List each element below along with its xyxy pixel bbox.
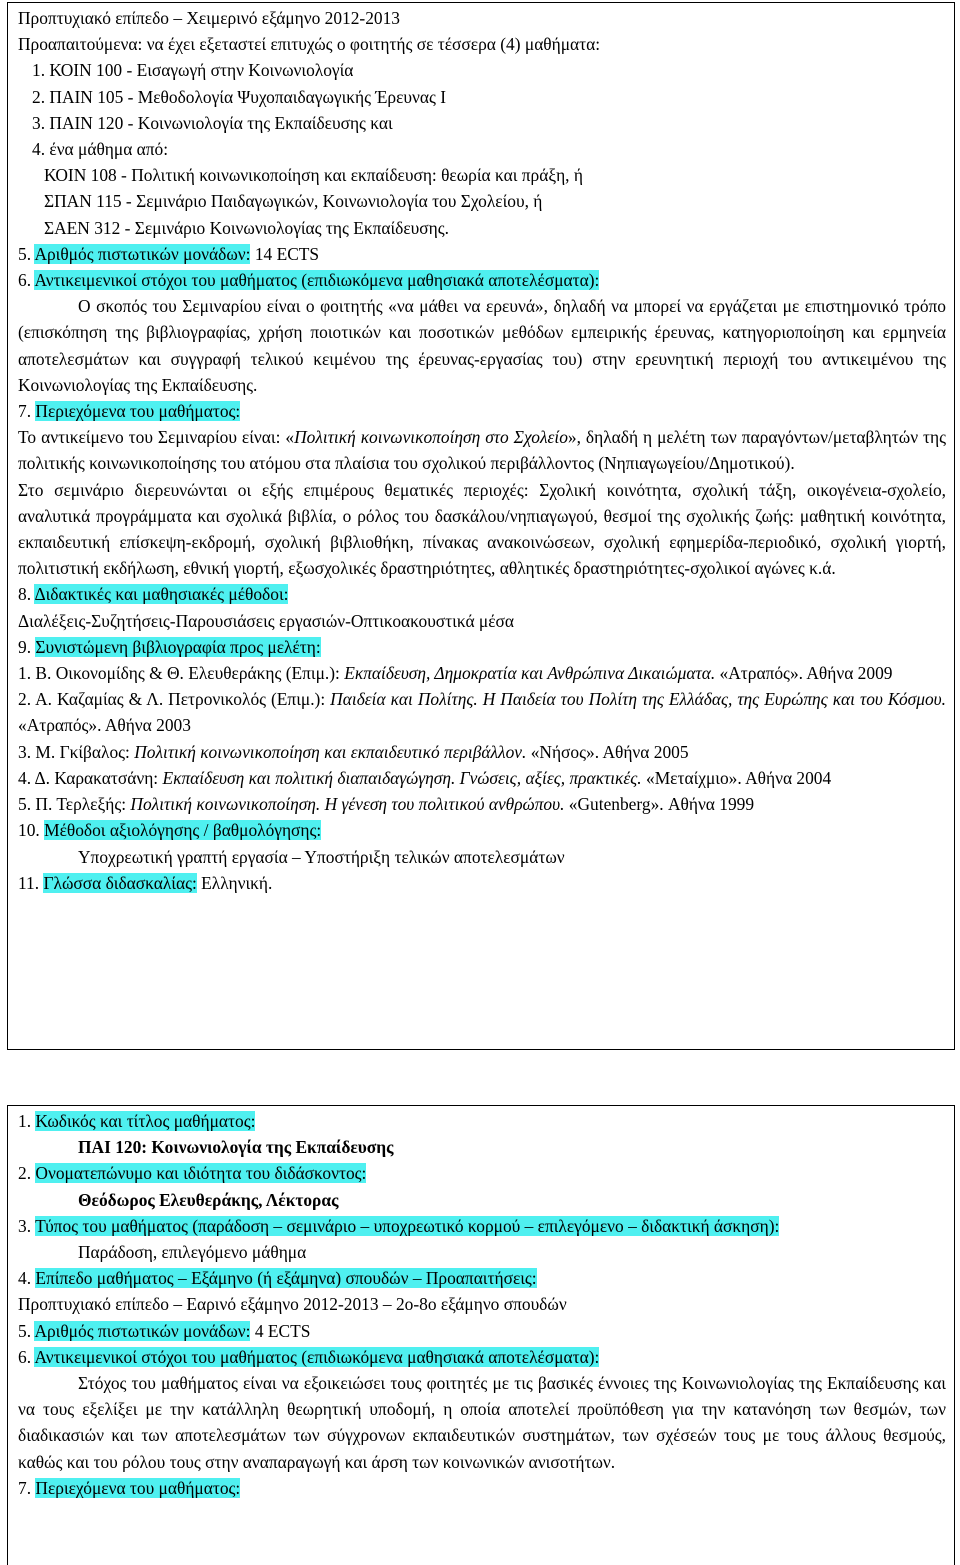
section-number: 2.: [18, 1163, 32, 1184]
prereq-item: 3. ΠΑΙΝ 120 - Κοινωνιολογία της Εκπαίδευσης και: [32, 112, 393, 133]
section-course-level: [18, 1265, 946, 1291]
section-label-highlight: Αντικειμενικοί στόχοι του μαθήματος (επιδιωκόμενα μαθησιακά αποτελέσματα):: [34, 1346, 600, 1367]
prereq-item: 1. ΚΟΙΝ 100 - Εισαγωγή στην Κοινωνιολογία: [32, 60, 354, 81]
section-label-highlight: Αριθμός πιστωτικών μονάδων:: [34, 1320, 251, 1341]
section-bibliography: [18, 634, 946, 660]
prerequisites-heading: Προαπαιτούμενα: να έχει εξεταστεί επιτυχώς ο φοιτητής σε τέσσερα (4) μαθήματα:: [18, 34, 601, 55]
section-label-highlight: Αντικειμενικοί στόχοι του μαθήματος (επιδιωκόμενα μαθησιακά αποτελέσματα):: [34, 270, 600, 291]
ects-value: 14 ECTS: [254, 243, 320, 264]
section-number: 4.: [18, 1268, 32, 1289]
section-label-highlight: Τύπος του μαθήματος (παράδοση – σεμινάριο – υποχρεωτικό κορμού – επιλεγόμενο – διδακτική άσκηση):: [35, 1215, 780, 1236]
section-contents: [18, 398, 946, 424]
language-value: Ελληνική.: [201, 872, 273, 893]
section-label-highlight: Μέθοδοι αξιολόγησης / βαθμολόγησης:: [44, 820, 322, 841]
section-course-title: [18, 1108, 946, 1134]
section-number: 9.: [18, 636, 32, 657]
prereq-item: 4. ένα μάθημα από:: [32, 139, 169, 160]
section-assessment: [18, 817, 946, 843]
prereq-item: 2. ΠΑΙΝ 105 - Μεθοδολογία Ψυχοπαιδαγωγικής Έρευνας Ι: [32, 86, 447, 107]
section-number: 6.: [18, 1346, 32, 1367]
objectives-text: Ο σκοπός του Σεμιναρίου είναι ο φοιτητής «να μάθει να ερευνά», δηλαδή να μπορεί να εργάζεται με επιστημονικό τρόπο (επισκόπηση της βιβλιογραφίας, χρήση ποιοτικών και ποσοτικών μεθόδων εμπειρικής έρευνας, κατηγοριοποίηση και ερμηνεία αποτελεσμάτων και συγγραφή τελικού κειμένου της έρευνας-εργασίας του) στην ερευνητική περιοχή του αντικειμένου της Κοινωνιολογίας της Εκπαίδευσης.: [18, 296, 946, 395]
prereq-subitem: ΣΠΑΝ 115 - Σεμινάριο Παιδαγωγικών, Κοινωνιολογία του Σχολείου, ή: [44, 191, 543, 212]
course-level: Προπτυχιακό επίπεδο – Χειμερινό εξάμηνο 2012-2013: [18, 8, 400, 28]
seminar-topic-italic: Πολιτική κοινωνικοποίηση στο Σχολείο: [294, 427, 568, 448]
objectives-text: Στόχος του μαθήματος είναι να εξοικειώσει τους φοιτητές με τις βασικές έννοιες της Κοινωνιολογίας της Εκπαίδευσης και να τους εξελίξει με την κατάλληλη θεωρητική υποδομή, η οποία αποτελεί προϋπόθεση για την κατανόηση των θεσμών, των διαδικασιών και των αποτελεσμάτων των σύγχρονων εκπαιδευτικών συστημάτων, των σχέσεών τους με τους άλλους θεσμούς, καθώς και του ρόλου τους στην αναπαραγωγή και άρση των κοινωνικών ανισοτήτων.: [18, 1373, 946, 1472]
section-label-highlight: Διδακτικές και μαθησιακές μέθοδοι:: [34, 584, 289, 605]
assessment-text: Υποχρεωτική γραπτή εργασία – Υποστήριξη τελικών αποτελεσμάτων: [78, 846, 565, 867]
section-label-highlight: Συνιστώμενη βιβλιογραφία προς μελέτη:: [35, 636, 321, 657]
section-label-highlight: Κωδικός και τίτλος μαθήματος:: [35, 1111, 256, 1131]
section-label-highlight: Περιεχόμενα του μαθήματος:: [35, 1477, 241, 1498]
bibliography-item: 3. Μ. Γκίβαλος: Πολιτική κοινωνικοποίηση και εκπαιδευτικό περιβάλλον. «Νήσος». Αθήνα 2005: [18, 741, 689, 762]
section-number: 6.: [18, 270, 32, 291]
section-label-highlight: Αριθμός πιστωτικών μονάδων:: [34, 243, 251, 264]
section-number: 3.: [18, 1215, 32, 1236]
contents-paragraph: Στο σεμινάριο διερευνώνται οι εξής επιμέρους θεματικές περιοχές: Σχολική κοινότητα, σχολική τάξη, οικογένεια-σχολείο, αναλυτικά προγράμματα και σχολικά βιβλία, ο ρόλος του δασκάλου/νηπιαγωγού, θεσμοί της σχολικής ζωής: μαθητική κοινότητα, εκπαιδευτική επίσκεψη-εκδρομή, σχολική βιβλιοθήκη, πίνακας ανακοινώσεων, σχολική εφημερίδα-περιοδικό, σχολική γιορτή, πολιτιστική εκδήλωση, εθνική γιορτή, εξωσχολικές δραστηριότητες, αθλητικές δραστηριότητες-σχολικοί αγώνες κ.ά.: [18, 479, 946, 579]
section-number: 7.: [18, 1477, 32, 1498]
instructor-name: Θεόδωρος Ελευθεράκης, Λέκτορας: [78, 1189, 339, 1210]
section-number: 5.: [18, 243, 32, 264]
section-contents: [18, 1475, 946, 1501]
course-box-pai120: [7, 1105, 955, 1565]
section-number: 1.: [18, 1111, 32, 1131]
course-title: ΠΑΙ 120: Κοινωνιολογία της Εκπαίδευσης: [78, 1137, 394, 1158]
course-type-value: Παράδοση, επιλεγόμενο μάθημα: [78, 1242, 307, 1263]
section-number: 10.: [18, 820, 40, 841]
section-number: 5.: [18, 1320, 32, 1341]
section-label-highlight: Γλώσσα διδασκαλίας:: [43, 872, 197, 893]
course-level-value: Προπτυχιακό επίπεδο – Εαρινό εξάμηνο 2012-2013 – 2ο-8ο εξάμηνο σπουδών: [18, 1294, 567, 1315]
section-language: [18, 870, 946, 896]
section-label-highlight: Περιεχόμενα του μαθήματος:: [35, 401, 241, 422]
section-objectives: [18, 1344, 946, 1370]
section-course-type: [18, 1213, 946, 1239]
section-label-highlight: Επίπεδο μαθήματος – Εξάμηνο (ή εξάμηνα) σπουδών – Προαπαιτήσεις:: [35, 1268, 537, 1289]
section-objectives: [18, 267, 946, 293]
section-label-highlight: Ονοματεπώνυμο και ιδιότητα του διδάσκοντος:: [35, 1163, 367, 1184]
course-box-seminar: [7, 2, 955, 1050]
prereq-subitem: ΚΟΙΝ 108 - Πολιτική κοινωνικοποίηση και εκπαίδευση: θεωρία και πράξη, ή: [44, 165, 583, 186]
section-number: 11.: [18, 872, 40, 893]
bibliography-item: 5. Π. Τερλεξής: Πολιτική κοινωνικοποίηση. Η γένεση του πολιτικού ανθρώπου. «Gutenberg». Αθήνα 1999: [18, 794, 755, 815]
section-instructor: [18, 1160, 946, 1186]
bibliography-item: 1. Β. Οικονομίδης & Θ. Ελευθεράκης (Επιμ.): Εκπαίδευση, Δημοκρατία και Ανθρώπινα Δικαιώματα. «Ατραπός». Αθήνα 2009: [18, 663, 893, 684]
bibliography-item: 2. Α. Καζαμίας & Λ. Πετρονικολός (Επιμ.): Παιδεία και Πολίτης. Η Παιδεία του Πολίτη της Ελλάδας, της Ευρώπης και του Κόσμου. «Ατραπός». Αθήνα 2003: [18, 689, 947, 736]
ects-value: 4 ECTS: [254, 1320, 311, 1341]
bibliography-item: 4. Δ. Καρακατσάνη: Εκπαίδευση και πολιτική διαπαιδαγώγηση. Γνώσεις, αξίες, πρακτικές. «Μεταίχμιο». Αθήνα 2004: [18, 767, 832, 788]
section-ects: [18, 241, 946, 267]
prereq-subitem: ΣΑΕΝ 312 - Σεμινάριο Κοινωνιολογίας της Εκπαίδευσης.: [44, 217, 449, 238]
section-number: 7.: [18, 401, 32, 422]
contents-paragraph: Το αντικείμενο του Σεμιναρίου είναι: «Πολιτική κοινωνικοποίηση στο Σχολείο», δηλαδή η μελέτη των παραγόντων/μεταβλητών της πολιτικής κοινωνικοποίησης του ατόμου στα πλαίσια του σχολικού περιβάλλοντος (Νηπιαγωγείου/Δημοτικού).: [18, 427, 947, 474]
methods-text: Διαλέξεις-Συζητήσεις-Παρουσιάσεις εργασιών-Οπτικοακουστικά μέσα: [18, 610, 515, 631]
section-ects: [18, 1318, 946, 1344]
section-methods: [18, 581, 946, 607]
section-number: 8.: [18, 584, 32, 605]
